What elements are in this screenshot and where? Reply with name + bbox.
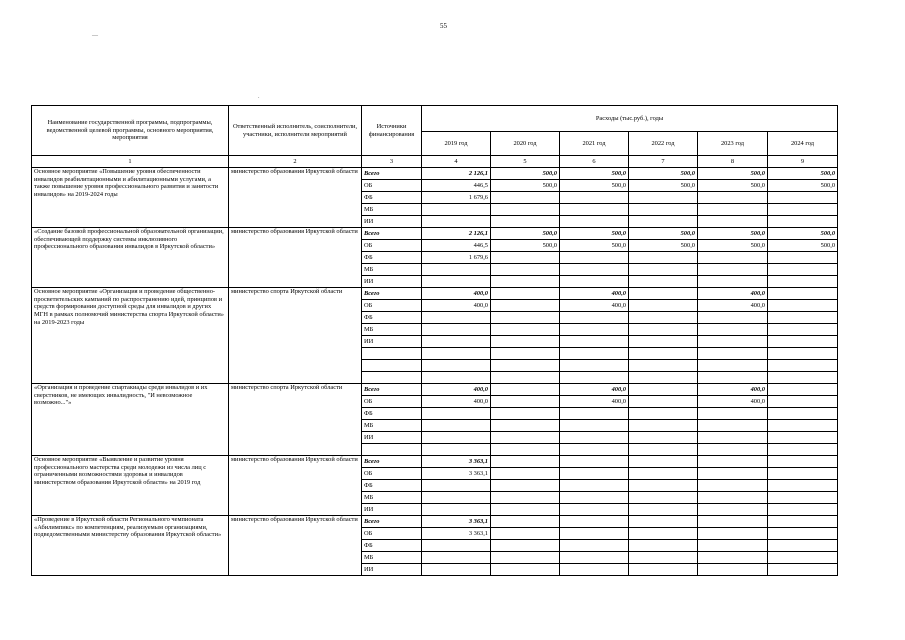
header-year: 2021 год — [560, 132, 629, 156]
expense-value — [491, 540, 560, 552]
spacer-cell — [491, 372, 560, 384]
spacer-cell — [422, 348, 491, 360]
column-number: 1 — [32, 156, 229, 168]
funding-source: ФБ — [362, 408, 422, 420]
expense-value — [491, 492, 560, 504]
header-year: 2024 год — [768, 132, 838, 156]
spacer-cell — [491, 444, 560, 456]
measure-name: Основное мероприятие «Организация и проведение общественно-просветительских кампаний по распространению идей, принципов и средств формирования доступной среды для инвалидов и других МГН в рамках полномочий министерства спорта Иркутской области» на 2019-2023 годы — [32, 288, 229, 384]
expense-value — [491, 288, 560, 300]
expense-value — [629, 324, 698, 336]
funding-source: МБ — [362, 492, 422, 504]
expense-value — [560, 324, 629, 336]
expense-value — [422, 480, 491, 492]
expense-value — [491, 564, 560, 576]
expense-value — [768, 324, 838, 336]
expense-value — [768, 204, 838, 216]
expense-value — [560, 264, 629, 276]
expense-value — [698, 204, 768, 216]
expense-value: 500,0 — [629, 180, 698, 192]
expense-value — [491, 264, 560, 276]
expense-value: 500,0 — [698, 180, 768, 192]
expense-value: 400,0 — [560, 300, 629, 312]
expense-value — [629, 516, 698, 528]
expense-value — [768, 312, 838, 324]
expense-value: 500,0 — [698, 240, 768, 252]
expense-value — [629, 432, 698, 444]
expense-value — [629, 480, 698, 492]
table-row — [32, 516, 838, 528]
expense-value — [560, 468, 629, 480]
expense-value: 500,0 — [491, 168, 560, 180]
header-responsible: Ответственный исполнитель, соисполнители, участники, исполнители мероприятий — [229, 106, 362, 156]
expense-value — [768, 420, 838, 432]
expense-value — [698, 264, 768, 276]
expense-value — [768, 456, 838, 468]
funding-source: МБ — [362, 324, 422, 336]
expense-value — [629, 528, 698, 540]
funding-source: МБ — [362, 552, 422, 564]
expense-value: 446,5 — [422, 180, 491, 192]
header-expenses: Расходы (тыс.руб.), годы — [422, 106, 838, 132]
expense-value: 3 363,1 — [422, 516, 491, 528]
page-number: 55 — [440, 22, 447, 30]
expense-value — [629, 468, 698, 480]
expense-value — [698, 528, 768, 540]
column-number: 2 — [229, 156, 362, 168]
expense-value: 500,0 — [629, 228, 698, 240]
spacer-cell — [362, 372, 422, 384]
expense-value — [768, 552, 838, 564]
expense-value — [629, 336, 698, 348]
expense-value — [629, 456, 698, 468]
spacer-cell — [629, 444, 698, 456]
expense-value — [629, 300, 698, 312]
expense-value — [698, 432, 768, 444]
table-body — [32, 168, 838, 576]
expense-value — [629, 276, 698, 288]
spacer-cell — [629, 372, 698, 384]
expense-value — [560, 528, 629, 540]
spacer-cell — [560, 372, 629, 384]
expense-value — [768, 216, 838, 228]
header-source: Источники финансирования — [362, 106, 422, 156]
expense-value — [560, 480, 629, 492]
expense-value — [629, 384, 698, 396]
funding-source: ОБ — [362, 528, 422, 540]
expense-value — [768, 432, 838, 444]
expense-value — [422, 432, 491, 444]
spacer-cell — [560, 360, 629, 372]
spacer-cell — [698, 372, 768, 384]
expense-value: 500,0 — [768, 240, 838, 252]
expense-value — [422, 264, 491, 276]
expense-value: 2 126,1 — [422, 228, 491, 240]
expense-value: 1 679,6 — [422, 192, 491, 204]
expense-value: 500,0 — [560, 240, 629, 252]
expense-value — [768, 264, 838, 276]
expense-value: 500,0 — [698, 228, 768, 240]
expense-value: 400,0 — [698, 300, 768, 312]
expense-value — [491, 192, 560, 204]
funding-source: ФБ — [362, 252, 422, 264]
expense-value: 400,0 — [422, 300, 491, 312]
expense-value — [698, 456, 768, 468]
expense-value — [698, 504, 768, 516]
responsible-executor: министерство спорта Иркутской области — [229, 288, 362, 384]
expense-value — [698, 312, 768, 324]
responsible-executor: министерство образования Иркутской области — [229, 228, 362, 288]
expense-value — [768, 480, 838, 492]
funding-source: ОБ — [362, 468, 422, 480]
funding-source: ИИ — [362, 276, 422, 288]
scan-dot: . — [258, 94, 260, 100]
expense-value — [560, 312, 629, 324]
expense-value — [560, 252, 629, 264]
expense-value: 500,0 — [560, 228, 629, 240]
measure-name: Основное мероприятие «Повышение уровня обеспеченности инвалидов реабилитационными и абилитационными услугами, а также повышение уровня профессионального развития и занятости инвалидов» на 2019-2024 годы — [32, 168, 229, 228]
funding-source: Всего — [362, 288, 422, 300]
header-year: 2022 год — [629, 132, 698, 156]
expense-value — [698, 324, 768, 336]
expense-value — [422, 204, 491, 216]
column-number: 6 — [560, 156, 629, 168]
expense-value — [698, 420, 768, 432]
spacer-cell — [698, 444, 768, 456]
measure-name: «Проведение в Иркутской области Регионального чемпионата «Абилимпикс» по компетенциям, реализуемым организациями, подведомственными министерству образования Иркутской области» — [32, 516, 229, 576]
expense-value — [768, 252, 838, 264]
expense-value — [768, 408, 838, 420]
expense-value — [422, 420, 491, 432]
spacer-cell — [629, 348, 698, 360]
expense-value — [698, 564, 768, 576]
responsible-executor: министерство образования Иркутской области — [229, 456, 362, 516]
expense-value — [422, 552, 491, 564]
funding-source: ИИ — [362, 336, 422, 348]
header-year: 2019 год — [422, 132, 491, 156]
spacer-cell — [560, 444, 629, 456]
expense-value — [629, 540, 698, 552]
funding-source: Всего — [362, 228, 422, 240]
expense-value — [698, 492, 768, 504]
expense-value: 3 363,1 — [422, 456, 491, 468]
expense-value — [768, 468, 838, 480]
expense-value — [560, 204, 629, 216]
funding-source: ИИ — [362, 504, 422, 516]
table-row — [32, 228, 838, 240]
expense-value — [560, 192, 629, 204]
expense-value — [491, 276, 560, 288]
expense-value: 400,0 — [698, 288, 768, 300]
expense-value: 500,0 — [698, 168, 768, 180]
expense-value — [422, 492, 491, 504]
spacer-cell — [491, 348, 560, 360]
expense-value — [698, 540, 768, 552]
header-year: 2023 год — [698, 132, 768, 156]
expense-value — [698, 408, 768, 420]
expense-value — [698, 192, 768, 204]
expense-value — [422, 216, 491, 228]
expense-value — [560, 408, 629, 420]
table-row — [32, 456, 838, 468]
expense-value — [698, 276, 768, 288]
expense-value: 500,0 — [629, 168, 698, 180]
spacer-cell — [422, 372, 491, 384]
header-year: 2020 год — [491, 132, 560, 156]
expense-value: 446,5 — [422, 240, 491, 252]
expense-value — [768, 300, 838, 312]
measure-name: «Создание базовой профессиональной образовательной организации, обеспечивающей поддержку системы инклюзивного профессионального образования инвалидов в Иркутской области» — [32, 228, 229, 288]
expense-value — [560, 564, 629, 576]
expense-value — [698, 468, 768, 480]
column-number: 9 — [768, 156, 838, 168]
expense-value — [768, 288, 838, 300]
funding-source: ИИ — [362, 564, 422, 576]
expense-value — [491, 336, 560, 348]
expenses-table — [31, 105, 838, 576]
table-row — [32, 384, 838, 396]
funding-source: Всего — [362, 384, 422, 396]
responsible-executor: министерство образования Иркутской области — [229, 168, 362, 228]
expense-value — [422, 408, 491, 420]
expense-value: 400,0 — [560, 396, 629, 408]
expense-value: 400,0 — [422, 288, 491, 300]
expense-value: 500,0 — [768, 168, 838, 180]
spacer-cell — [560, 348, 629, 360]
expense-value — [560, 432, 629, 444]
expense-value: 500,0 — [768, 228, 838, 240]
responsible-executor: министерство спорта Иркутской области — [229, 384, 362, 456]
expense-value — [698, 552, 768, 564]
expense-value: 1 679,6 — [422, 252, 491, 264]
funding-source: ОБ — [362, 180, 422, 192]
expense-value — [560, 552, 629, 564]
expense-value — [629, 312, 698, 324]
funding-source: ФБ — [362, 312, 422, 324]
table-row — [32, 168, 838, 180]
expense-value — [491, 312, 560, 324]
measure-name: Основное мероприятие «Выявление и развитие уровня профессионального мастерства среди молодежи из числа лиц с ограниченными возможностями здоровья и инвалидов министерством образования Иркутской области» на 2019 год — [32, 456, 229, 516]
expense-value: 500,0 — [491, 240, 560, 252]
spacer-cell — [768, 348, 838, 360]
expense-value — [768, 564, 838, 576]
expense-value — [629, 420, 698, 432]
expense-value — [698, 516, 768, 528]
expense-value: 400,0 — [560, 288, 629, 300]
expense-value — [491, 432, 560, 444]
expense-value — [491, 552, 560, 564]
expense-value: 400,0 — [698, 384, 768, 396]
spacer-cell — [698, 360, 768, 372]
column-number: 7 — [629, 156, 698, 168]
expense-value — [768, 396, 838, 408]
expense-value — [491, 252, 560, 264]
column-number: 4 — [422, 156, 491, 168]
expense-value — [629, 492, 698, 504]
expense-value — [491, 324, 560, 336]
expense-value: 3 363,1 — [422, 468, 491, 480]
funding-source: Всего — [362, 516, 422, 528]
spacer-cell — [629, 360, 698, 372]
expense-value — [629, 204, 698, 216]
expense-value — [629, 288, 698, 300]
expense-value — [629, 192, 698, 204]
expense-value: 400,0 — [560, 384, 629, 396]
expense-value — [491, 300, 560, 312]
spacer-cell — [768, 360, 838, 372]
expense-value: 3 363,1 — [422, 528, 491, 540]
expense-value: 500,0 — [491, 228, 560, 240]
expense-value — [768, 336, 838, 348]
spacer-cell — [362, 444, 422, 456]
spacer-cell — [422, 360, 491, 372]
funding-source: ОБ — [362, 300, 422, 312]
expense-value — [491, 396, 560, 408]
funding-source: МБ — [362, 264, 422, 276]
expense-value: 500,0 — [768, 180, 838, 192]
expense-value — [491, 204, 560, 216]
expense-value: 400,0 — [422, 384, 491, 396]
table-row — [32, 288, 838, 300]
funding-source: Всего — [362, 456, 422, 468]
column-number: 3 — [362, 156, 422, 168]
expense-value — [491, 516, 560, 528]
expense-value — [629, 216, 698, 228]
expense-value — [560, 420, 629, 432]
expense-value — [629, 264, 698, 276]
responsible-executor: министерство образования Иркутской области — [229, 516, 362, 576]
expense-value — [491, 408, 560, 420]
expense-value — [629, 552, 698, 564]
spacer-cell — [698, 348, 768, 360]
funding-source: МБ — [362, 420, 422, 432]
funding-source: ФБ — [362, 480, 422, 492]
expense-value — [560, 336, 629, 348]
expense-value — [560, 516, 629, 528]
expense-value — [768, 540, 838, 552]
funding-source: ОБ — [362, 396, 422, 408]
expense-value: 500,0 — [491, 180, 560, 192]
expense-value: 400,0 — [422, 396, 491, 408]
expense-value — [629, 408, 698, 420]
expense-value — [491, 480, 560, 492]
measure-name: «Организация и проведение спартакиады среди инвалидов и их сверстников, не имеющих инвалидность, "И невозможное возможно..."» — [32, 384, 229, 456]
expense-value — [422, 312, 491, 324]
expense-value — [422, 324, 491, 336]
expense-value — [491, 216, 560, 228]
expense-value — [422, 276, 491, 288]
scan-mark: — — [92, 33, 98, 39]
expense-value — [698, 480, 768, 492]
expense-value — [629, 396, 698, 408]
header-name: Наименование государственной программы, подпрограммы, ведомственной целевой программы, основного мероприятия, мероприятия — [32, 106, 229, 156]
spacer-cell — [362, 348, 422, 360]
spacer-cell — [422, 444, 491, 456]
expense-value: 400,0 — [698, 396, 768, 408]
expense-value — [560, 492, 629, 504]
expense-value — [491, 456, 560, 468]
funding-source: Всего — [362, 168, 422, 180]
expense-value — [560, 540, 629, 552]
expense-value — [768, 516, 838, 528]
expense-value: 500,0 — [560, 168, 629, 180]
funding-source: ИИ — [362, 432, 422, 444]
expense-value: 2 126,1 — [422, 168, 491, 180]
expense-value — [422, 504, 491, 516]
expense-value — [560, 456, 629, 468]
expense-value — [768, 192, 838, 204]
expense-value — [560, 276, 629, 288]
funding-source: ОБ — [362, 240, 422, 252]
expense-value — [422, 336, 491, 348]
expense-value — [491, 504, 560, 516]
spacer-cell — [362, 360, 422, 372]
expense-value: 500,0 — [629, 240, 698, 252]
column-number: 5 — [491, 156, 560, 168]
expense-value — [560, 504, 629, 516]
expense-value — [491, 420, 560, 432]
funding-source: МБ — [362, 204, 422, 216]
expense-value — [629, 252, 698, 264]
expense-value — [491, 384, 560, 396]
spacer-cell — [768, 444, 838, 456]
funding-source: ФБ — [362, 192, 422, 204]
expense-value — [491, 528, 560, 540]
expense-value: 500,0 — [560, 180, 629, 192]
expense-value — [560, 216, 629, 228]
expense-value — [629, 504, 698, 516]
funding-source: ИИ — [362, 216, 422, 228]
spacer-cell — [768, 372, 838, 384]
expense-value — [768, 384, 838, 396]
expense-value — [422, 540, 491, 552]
expense-value — [422, 564, 491, 576]
expense-value — [768, 492, 838, 504]
expense-value — [768, 276, 838, 288]
expense-value — [698, 216, 768, 228]
expense-value — [629, 564, 698, 576]
spacer-cell — [491, 360, 560, 372]
expense-value — [698, 252, 768, 264]
expense-value — [698, 336, 768, 348]
expense-value — [768, 528, 838, 540]
column-number: 8 — [698, 156, 768, 168]
funding-source: ФБ — [362, 540, 422, 552]
expense-value — [768, 504, 838, 516]
expense-value — [491, 468, 560, 480]
